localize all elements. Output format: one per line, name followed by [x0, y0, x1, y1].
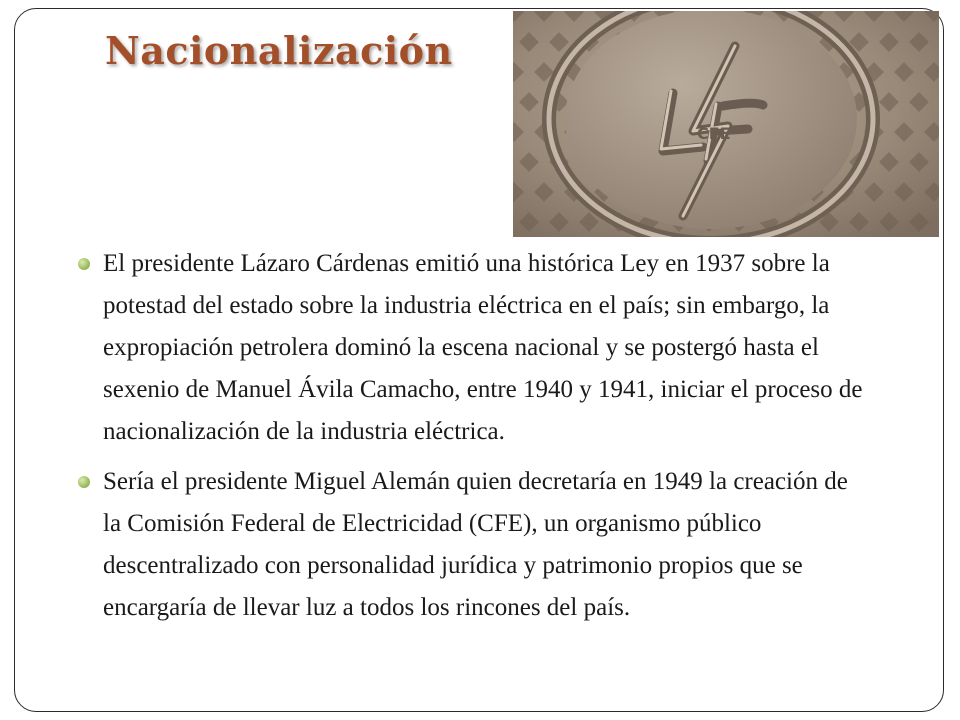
slide-title: Nacionalización [105, 28, 453, 73]
bullet-list [75, 243, 865, 637]
bullet-text: Sería el presidente Miguel Alemán quien decretaría en 1949 la creación de la Comisión Federal de Electricidad (CFE), un organismo público descentralizado con personalidad jurídica y patrimonio propios que se encargaría de llevar luz a todos los rincones del país. [103, 468, 848, 621]
bullet-dot-icon [78, 258, 90, 270]
cfe-manhole-cover-image [513, 11, 939, 237]
cfe-manhole-cover-icon [513, 11, 939, 237]
bullet-item [75, 243, 865, 453]
bullet-dot-icon [78, 476, 90, 488]
cover-logo-text: CFE [697, 124, 731, 143]
bullet-text: El presidente Lázaro Cárdenas emitió una histórica Ley en 1937 sobre la potestad del estado sobre la industria eléctrica en el país; sin embargo, la expropiación petrolera dominó la escena nacional y se postergó hasta el sexenio de Manuel Ávila Camacho, entre 1940 y 1941, iniciar el proceso de nacionalización de la industria eléctrica. [103, 250, 863, 445]
bullet-item [75, 461, 865, 629]
